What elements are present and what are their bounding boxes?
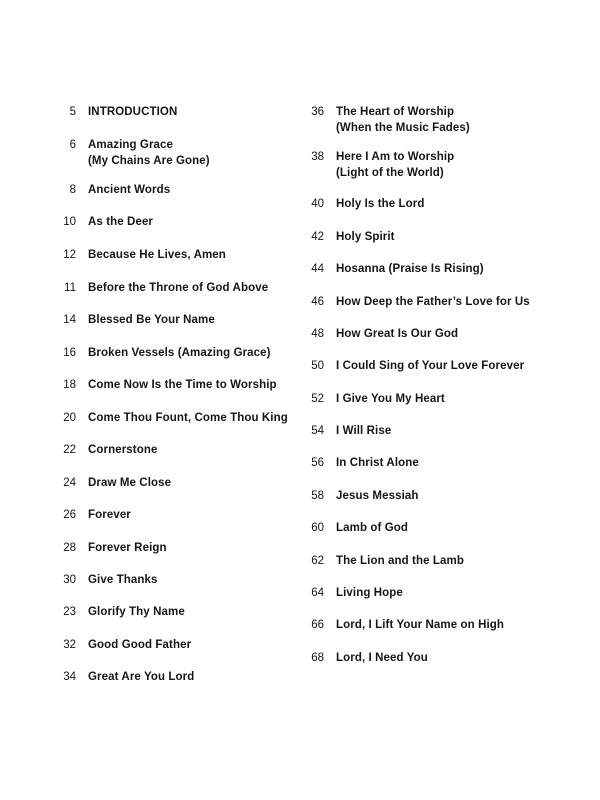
toc-page-number: 23 (63, 606, 76, 618)
toc-page-number: 18 (63, 379, 76, 391)
toc-page-number: 30 (63, 574, 76, 586)
toc-song-title: Broken Vessels (Amazing Grace) (88, 347, 271, 359)
toc-entry[interactable] (306, 104, 470, 136)
toc-song-title: Come Now Is the Time to Worship (88, 379, 277, 391)
toc-song-title: INTRODUCTION (88, 106, 178, 118)
toc-entry[interactable] (56, 572, 158, 588)
toc-song-title: I Give You My Heart (336, 393, 445, 405)
toc-entry[interactable] (56, 312, 215, 328)
toc-page-number: 12 (63, 249, 76, 261)
toc-page-number: 62 (311, 555, 324, 567)
toc-page-number: 32 (63, 639, 76, 651)
toc-entry[interactable] (306, 488, 419, 504)
toc-page-number: 22 (63, 444, 76, 456)
toc-entry[interactable] (306, 617, 504, 633)
toc-song-title: Because He Lives, Amen (88, 249, 226, 261)
toc-entry[interactable] (306, 294, 530, 310)
toc-page-number: 46 (311, 296, 324, 308)
toc-page-number: 24 (63, 477, 76, 489)
toc-entry[interactable] (56, 377, 277, 393)
toc-page-number: 52 (311, 393, 324, 405)
toc-page-number: 60 (311, 522, 324, 534)
toc-page-number: 16 (63, 347, 76, 359)
toc-entry[interactable] (56, 104, 177, 120)
toc-entry[interactable] (306, 196, 425, 212)
toc-song-title: Before the Throne of God Above (88, 282, 269, 294)
toc-entry[interactable] (306, 229, 395, 245)
toc-entry[interactable] (306, 455, 419, 471)
toc-entry[interactable] (56, 280, 268, 296)
toc-page-number: 58 (311, 490, 324, 502)
toc-song-title: Good Good Father (88, 639, 192, 651)
toc-page-number: 64 (311, 587, 324, 599)
toc-song-title: Draw Me Close (88, 477, 172, 489)
toc-page-number: 54 (311, 425, 324, 437)
toc-entry[interactable] (56, 137, 210, 169)
toc-song-title: Living Hope (336, 587, 403, 599)
toc-song-title: Jesus Messiah (336, 490, 419, 502)
toc-entry[interactable] (306, 261, 484, 277)
toc-page-number: 68 (311, 652, 324, 664)
toc-page-number: 14 (63, 314, 76, 326)
toc-entry[interactable] (306, 358, 524, 374)
toc-entry[interactable] (56, 637, 191, 653)
toc-song-title: The Heart of Worship (When the Music Fades) (336, 106, 470, 134)
toc-entry[interactable] (56, 507, 131, 523)
toc-page-number: 36 (311, 106, 324, 118)
toc-page-number: 10 (63, 216, 76, 228)
toc-song-title: Holy Is the Lord (336, 198, 425, 210)
toc-song-title: Hosanna (Praise Is Rising) (336, 263, 484, 275)
toc-entry[interactable] (56, 214, 153, 230)
toc-page-number: 66 (311, 619, 324, 631)
toc-page-number: 11 (64, 282, 76, 294)
toc-song-title: Forever Reign (88, 542, 167, 554)
toc-page-number: 38 (311, 151, 324, 163)
toc-song-title: Lamb of God (336, 522, 409, 534)
toc-song-title: The Lion and the Lamb (336, 555, 464, 567)
toc-song-title: Blessed Be Your Name (88, 314, 215, 326)
toc-entry[interactable] (56, 410, 288, 426)
toc-entry[interactable] (306, 650, 428, 666)
toc-page-number: 5 (69, 106, 76, 118)
toc-song-title: Come Thou Fount, Come Thou King (88, 412, 288, 424)
toc-entry[interactable] (56, 442, 157, 458)
toc-page-number: 8 (69, 184, 76, 196)
toc-entry[interactable] (306, 149, 454, 181)
toc-page-number: 34 (63, 671, 76, 683)
toc-entry[interactable] (306, 520, 408, 536)
toc-song-title: How Deep the Father’s Love for Us (336, 296, 530, 308)
toc-page-number: 26 (63, 509, 76, 521)
toc-song-title: Glorify Thy Name (88, 606, 185, 618)
toc-page-number: 42 (311, 231, 324, 243)
toc-song-title: Here I Am to Worship (Light of the World) (336, 151, 455, 179)
toc-song-title: Great Are You Lord (88, 671, 195, 683)
toc-page-number: 28 (63, 542, 76, 554)
toc-entry[interactable] (306, 423, 391, 439)
toc-song-title: Holy Spirit (336, 231, 395, 243)
toc-page-number: 6 (69, 139, 76, 151)
toc-entry[interactable] (56, 604, 185, 620)
toc-entry[interactable] (306, 326, 458, 342)
toc-entry[interactable] (306, 391, 445, 407)
toc-entry[interactable] (56, 247, 226, 263)
toc-entry[interactable] (56, 669, 194, 685)
toc-entry[interactable] (306, 585, 403, 601)
toc-song-title: Give Thanks (88, 574, 158, 586)
toc-entry[interactable] (56, 182, 170, 198)
toc-page-number: 44 (311, 263, 324, 275)
toc-song-title: Lord, I Need You (336, 652, 428, 664)
toc-song-title: I Could Sing of Your Love Forever (336, 360, 525, 372)
toc-song-title: Amazing Grace (My Chains Are Gone) (88, 139, 210, 167)
toc-song-title: Cornerstone (88, 444, 158, 456)
toc-song-title: I Will Rise (336, 425, 392, 437)
toc-entry[interactable] (56, 540, 167, 556)
toc-song-title: In Christ Alone (336, 457, 419, 469)
toc-page-number: 48 (311, 328, 324, 340)
toc-song-title: How Great Is Our God (336, 328, 459, 340)
toc-song-title: Ancient Words (88, 184, 171, 196)
toc-song-title: Forever (88, 509, 131, 521)
toc-page-number: 40 (311, 198, 324, 210)
toc-page-number: 50 (311, 360, 324, 372)
toc-page-number: 56 (311, 457, 324, 469)
toc-entry[interactable] (306, 553, 464, 569)
toc-song-title: Lord, I Lift Your Name on High (336, 619, 505, 631)
toc-song-title: As the Deer (88, 216, 154, 228)
toc-entry[interactable] (56, 345, 271, 361)
toc-entry[interactable] (56, 475, 171, 491)
toc-page-number: 20 (63, 412, 76, 424)
